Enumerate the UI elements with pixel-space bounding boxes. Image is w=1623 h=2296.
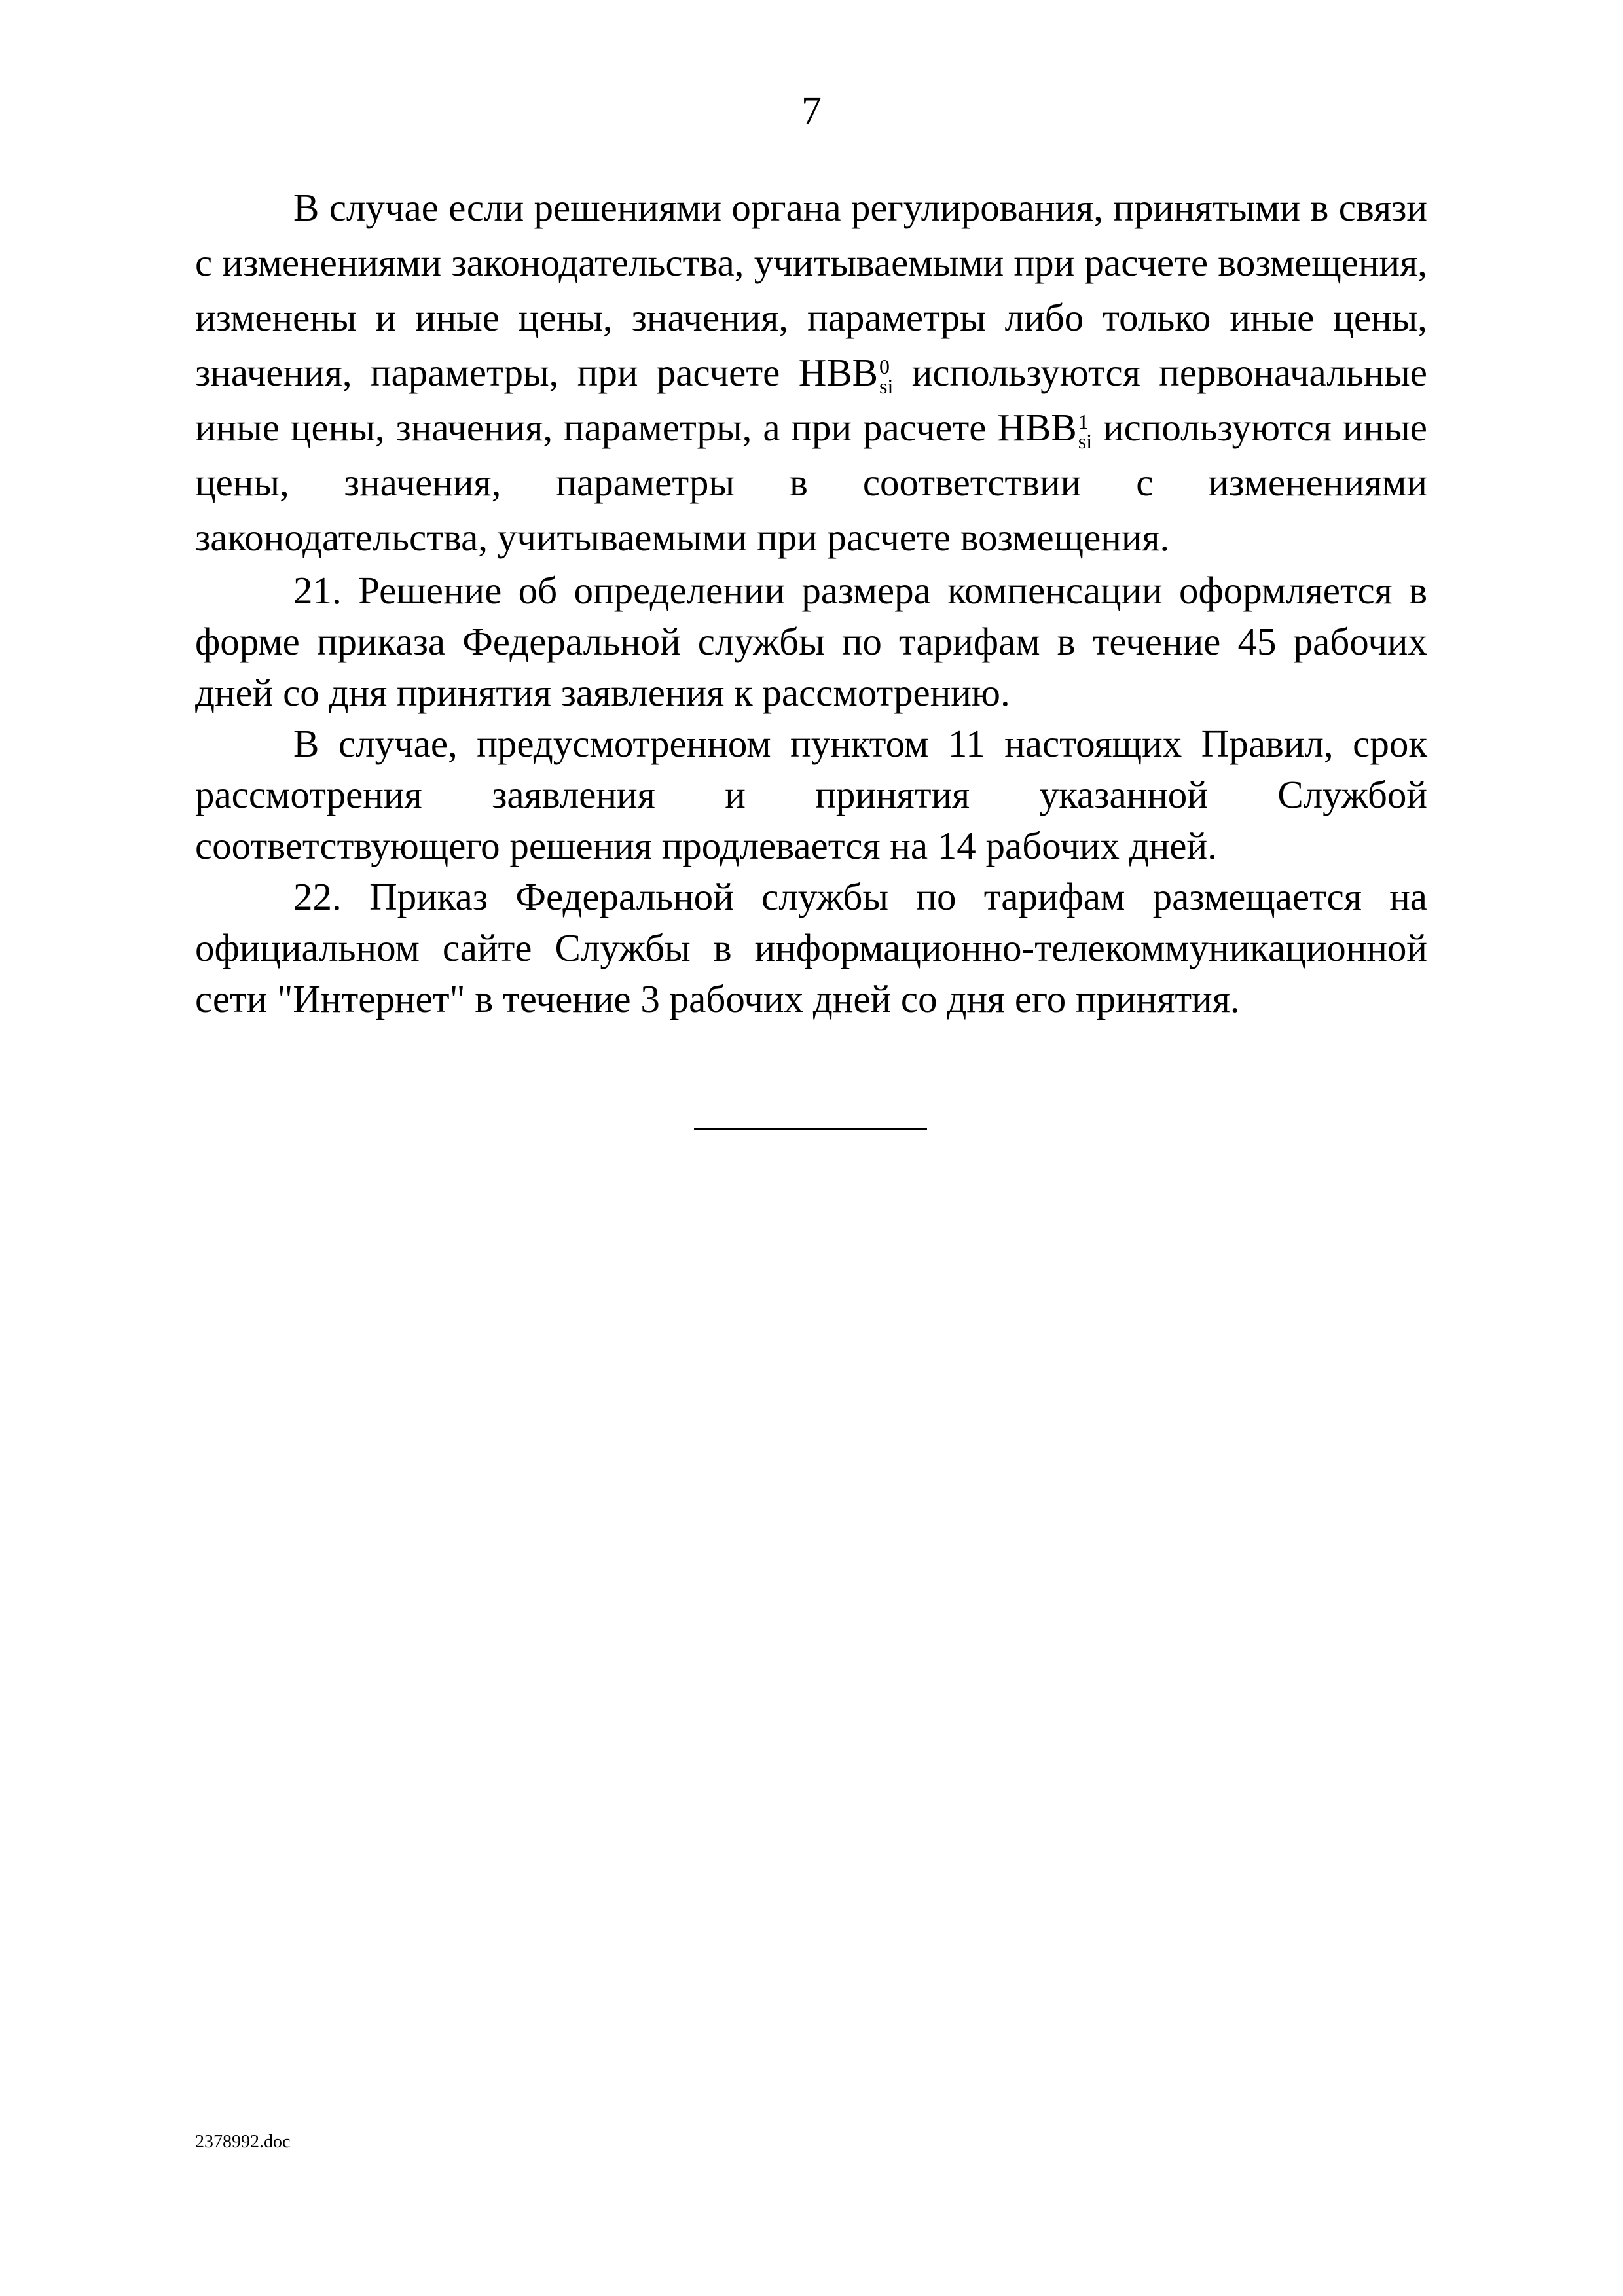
document-body [195,180,1427,1024]
footer-file-name: 2378992.doc [195,2132,291,2152]
formula-subscript: si [1078,429,1093,454]
paragraph-regulator-decisions [195,180,1427,565]
formula-superscript: 1 [1078,410,1089,434]
paragraph-text-part-2: используются первоначальные иные цены, значения, параметры, а при расчете [195,351,1427,449]
end-divider-line [694,1128,927,1130]
formula-superscript: 0 [879,355,890,379]
formula-base: НВВ [997,406,1077,449]
formula-indices [879,355,894,399]
formula-subscript: si [879,374,894,399]
paragraph-text-part-3: используются иные цены, значения, параметры в соответствии с изменениями законодательства, учитываемыми при расчете возмещения. [195,406,1427,559]
paragraph-text-part-1: В случае если решениями органа регулирования, принятыми в связи с изменениями законодательства, учитываемыми при расчете возмещения, изменены и иные цены, значения, параметры либо только иные цены, значения, параметры, при расчете [195,186,1427,394]
paragraph-item-22: 22. Приказ Федеральной службы по тарифам размещается на официальном сайте Службы в информационно-телекоммуникационной сети "Интернет" в течение 3 рабочих дней со дня его принятия. [195,875,1427,1020]
formula-nvv-1-si [997,400,1092,455]
formula-indices [1078,410,1093,454]
paragraph-item-21: 21. Решение об определении размера компенсации оформляется в форме приказа Федеральной службы по тарифам в течение 45 рабочих дней со дня принятия заявления к рассмотрению. [195,569,1427,714]
page-number: 7 [801,89,822,134]
paragraph-item-21-extension: В случае, предусмотренном пунктом 11 настоящих Правил, срок рассмотрения заявления и принятия указанной Службой соответствующего решения продлевается на 14 рабочих дней. [195,722,1427,867]
formula-nvv-0-si [799,345,894,400]
formula-base: НВВ [798,351,879,394]
